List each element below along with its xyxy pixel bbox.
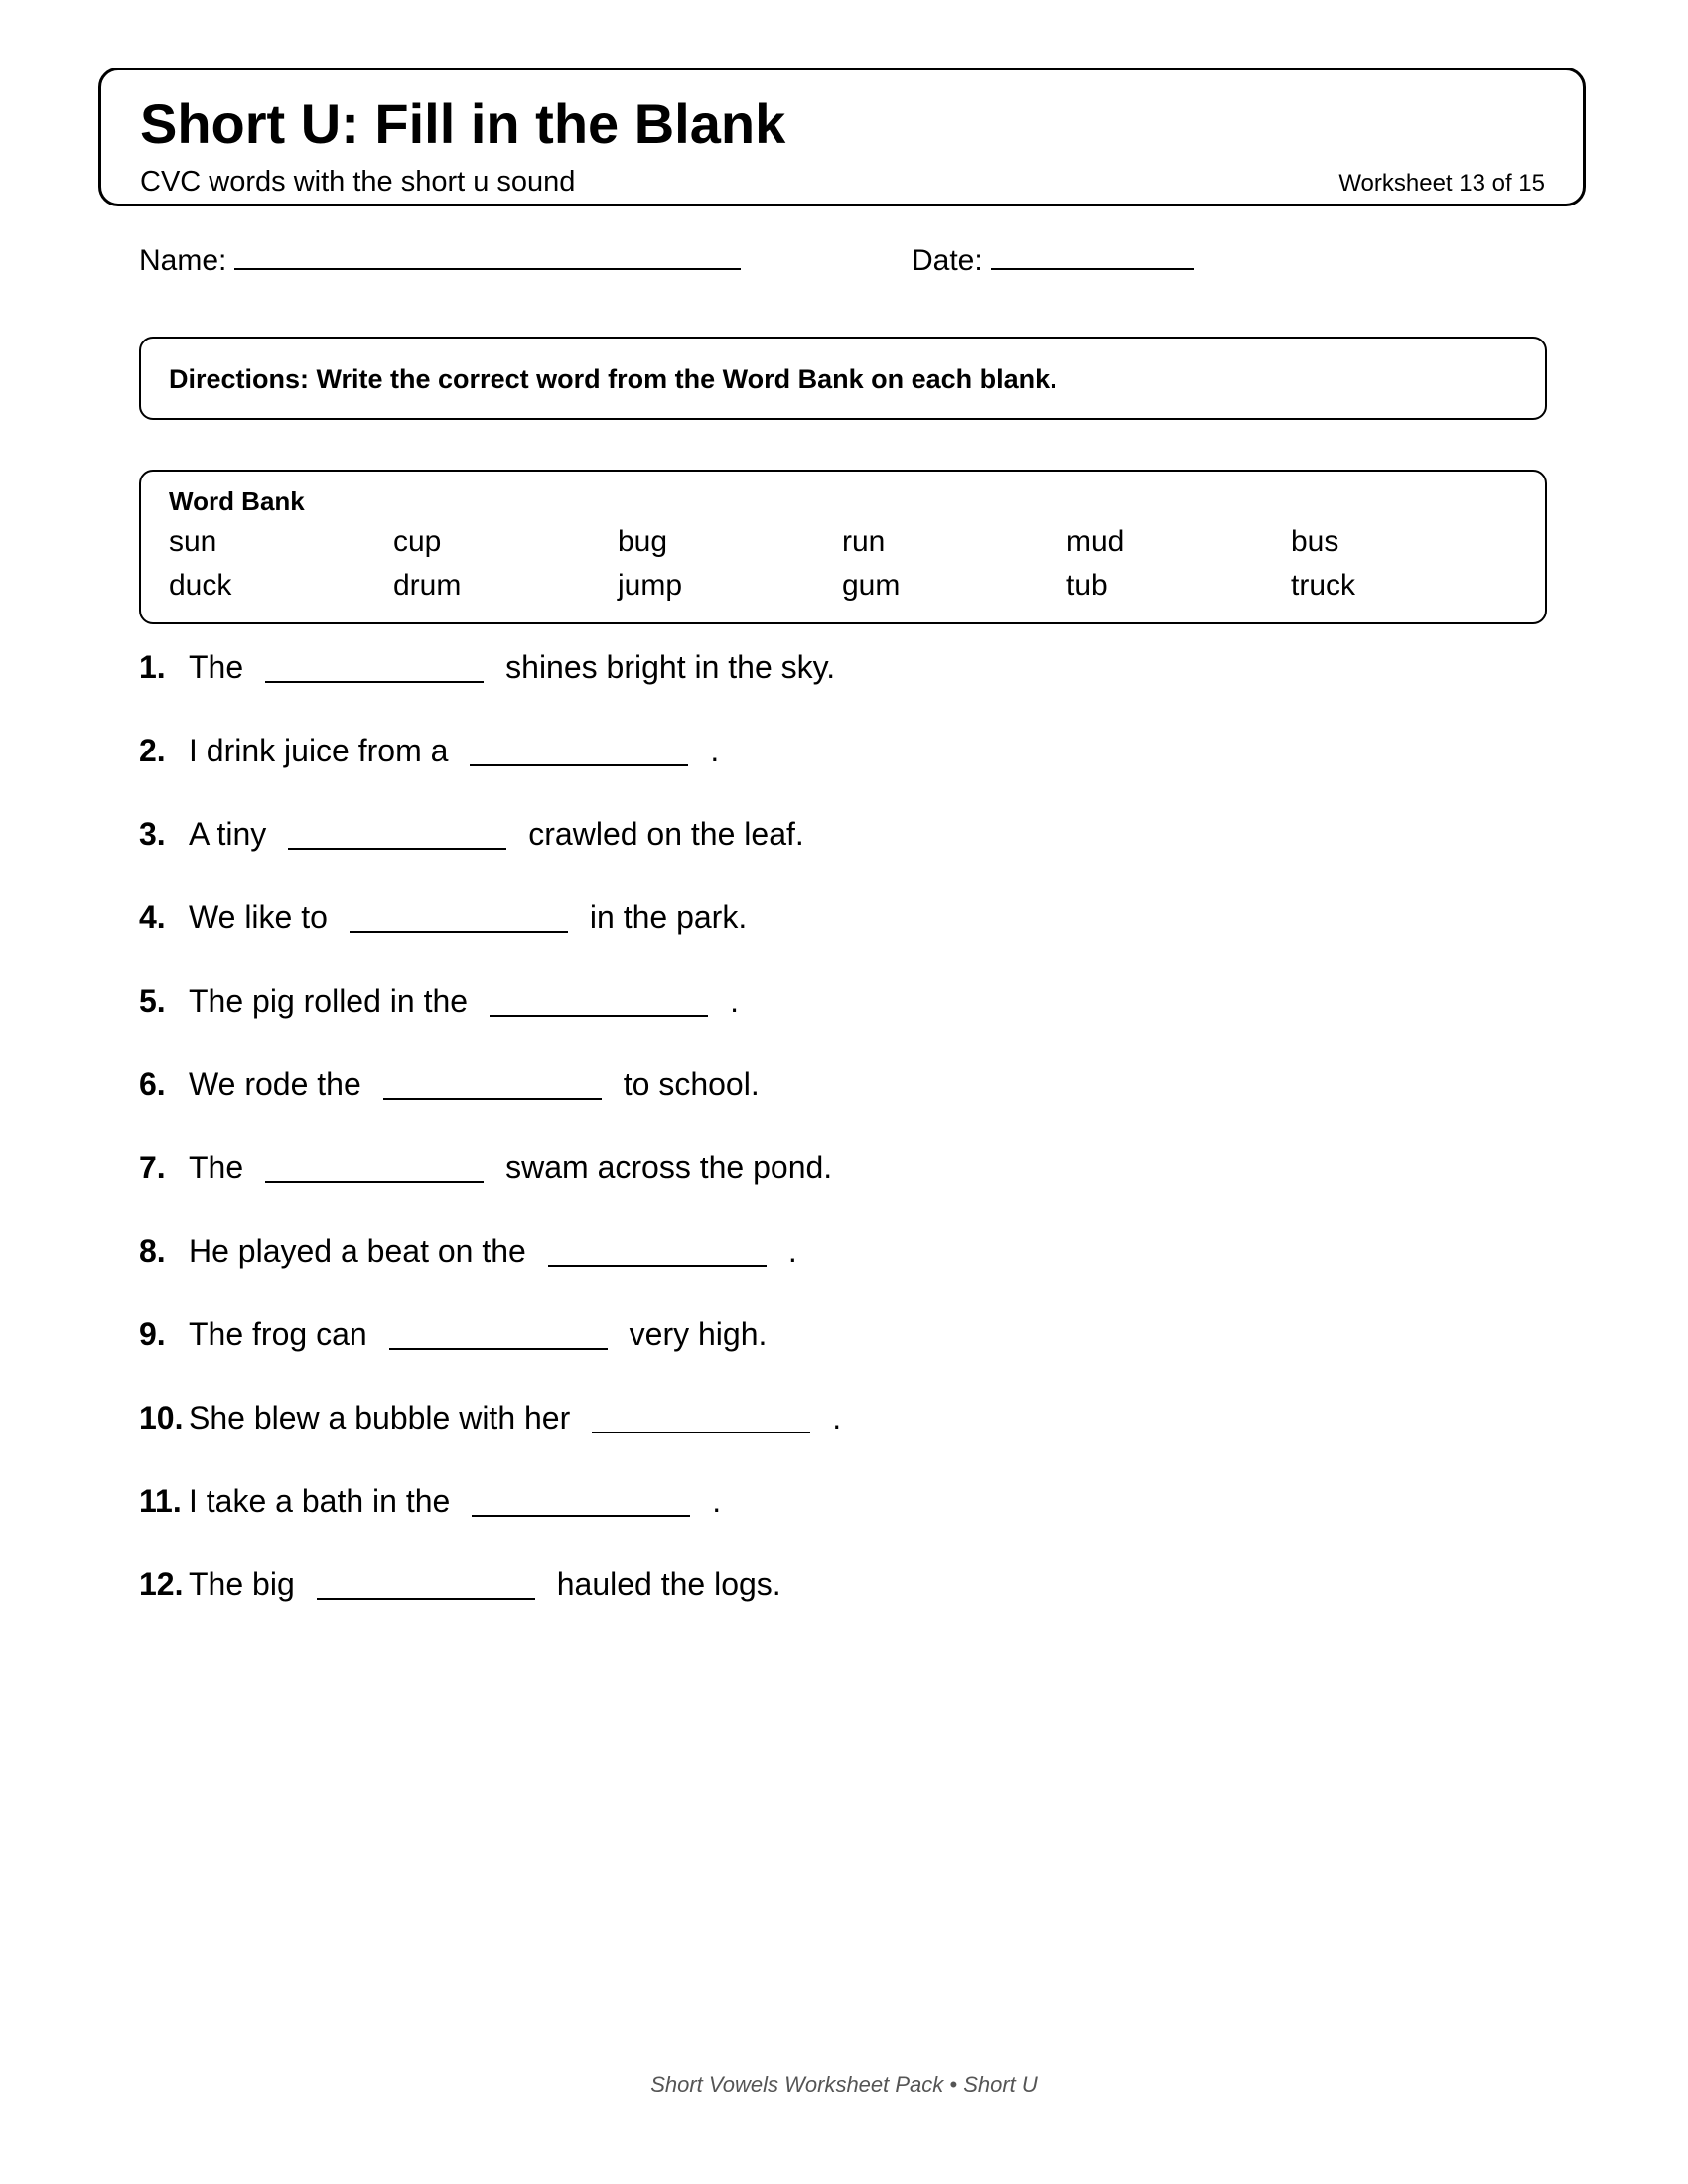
answer-blank[interactable] (472, 1485, 690, 1517)
question-number: 2. (139, 733, 166, 768)
question-text-after: . (730, 983, 739, 1019)
question-text-before: A tiny (189, 816, 267, 852)
question-text-after: in the park. (589, 899, 748, 935)
question-item (139, 1485, 1529, 1569)
word-bank-word: duck (169, 569, 232, 602)
page-footer: Short Vowels Worksheet Pack • Short U (650, 2072, 1038, 2097)
question-number: 5. (139, 983, 166, 1019)
word-bank-word: jump (618, 569, 683, 602)
question-text-after: . (832, 1400, 842, 1435)
question-text-after: . (787, 1233, 797, 1269)
word-bank-word: truck (1291, 569, 1356, 602)
word-bank-word: drum (393, 569, 462, 602)
answer-blank[interactable] (288, 818, 506, 850)
question-text-after: crawled on the leaf. (528, 816, 804, 852)
question-number: 7. (139, 1150, 166, 1185)
answer-blank[interactable] (490, 985, 708, 1017)
word-bank-word: tub (1066, 569, 1108, 602)
question-text-after: very high. (629, 1316, 768, 1352)
question-item (139, 1569, 1529, 1652)
word-bank-word: mud (1066, 525, 1125, 558)
question-text-before: I drink juice from a (189, 733, 449, 768)
directions-text: Directions: Write the correct word from the Word Bank on each blank. (169, 364, 1057, 394)
question-text-before: We like to (189, 899, 328, 935)
answer-blank[interactable] (350, 901, 568, 933)
answer-blank[interactable] (389, 1318, 608, 1350)
question-item (139, 1068, 1529, 1152)
answer-blank[interactable] (470, 735, 688, 766)
directions-box (139, 337, 1547, 420)
question-item (139, 985, 1529, 1068)
question-list (139, 651, 1529, 1652)
question-text-before: The pig rolled in the (189, 983, 469, 1019)
name-label: Name: (139, 244, 227, 277)
page-subtitle: CVC words with the short u sound (140, 166, 576, 198)
question-item (139, 1318, 1529, 1402)
question-number: 6. (139, 1066, 166, 1102)
question-text-after: shines bright in the sky. (505, 649, 836, 685)
question-item (139, 651, 1529, 735)
answer-blank[interactable] (265, 651, 484, 683)
question-number: 3. (139, 816, 166, 852)
question-text-before: The (189, 649, 244, 685)
word-bank (139, 470, 1547, 624)
question-number: 12. (139, 1567, 184, 1602)
answer-blank[interactable] (383, 1068, 602, 1100)
word-bank-word: gum (842, 569, 901, 602)
answer-blank[interactable] (317, 1569, 535, 1600)
question-text-before: The frog can (189, 1316, 367, 1352)
question-item (139, 1152, 1529, 1235)
date-blank[interactable] (991, 242, 1194, 270)
word-bank-word: sun (169, 525, 217, 558)
question-text-before: I take a bath in the (189, 1483, 451, 1519)
word-bank-word: run (842, 525, 886, 558)
answer-blank[interactable] (592, 1402, 810, 1433)
word-bank-word: bus (1291, 525, 1339, 558)
answer-blank[interactable] (548, 1235, 767, 1267)
name-field[interactable] (139, 242, 741, 276)
word-bank-title: Word Bank (169, 486, 305, 516)
word-bank-word: bug (618, 525, 668, 558)
question-text-before: The (189, 1150, 244, 1185)
date-label: Date: (912, 244, 983, 277)
question-text-before: We rode the (189, 1066, 361, 1102)
question-item (139, 818, 1529, 901)
question-text-after: hauled the logs. (556, 1567, 781, 1602)
name-blank[interactable] (234, 242, 741, 270)
answer-blank[interactable] (265, 1152, 484, 1183)
question-item (139, 1235, 1529, 1318)
question-number: 9. (139, 1316, 166, 1352)
question-text-after: to school. (623, 1066, 760, 1102)
question-text-after: swam across the pond. (505, 1150, 833, 1185)
question-item (139, 735, 1529, 818)
question-number: 10. (139, 1400, 184, 1435)
question-number: 1. (139, 649, 166, 685)
worksheet-header (98, 68, 1586, 206)
question-item (139, 901, 1529, 985)
question-item (139, 1402, 1529, 1485)
question-number: 11. (139, 1483, 182, 1519)
date-field[interactable] (912, 242, 1194, 276)
question-text-after: . (710, 733, 720, 768)
word-bank-word: cup (393, 525, 442, 558)
question-text-before: He played a beat on the (189, 1233, 526, 1269)
question-text-before: She blew a bubble with her (189, 1400, 571, 1435)
question-text-after: . (712, 1483, 722, 1519)
word-bank-grid (169, 527, 1519, 614)
question-text-before: The big (189, 1567, 295, 1602)
question-number: 4. (139, 899, 166, 935)
question-number: 8. (139, 1233, 166, 1269)
worksheet-number: Worksheet 13 of 15 (1338, 170, 1545, 197)
page-title: Short U: Fill in the Blank (140, 92, 786, 155)
